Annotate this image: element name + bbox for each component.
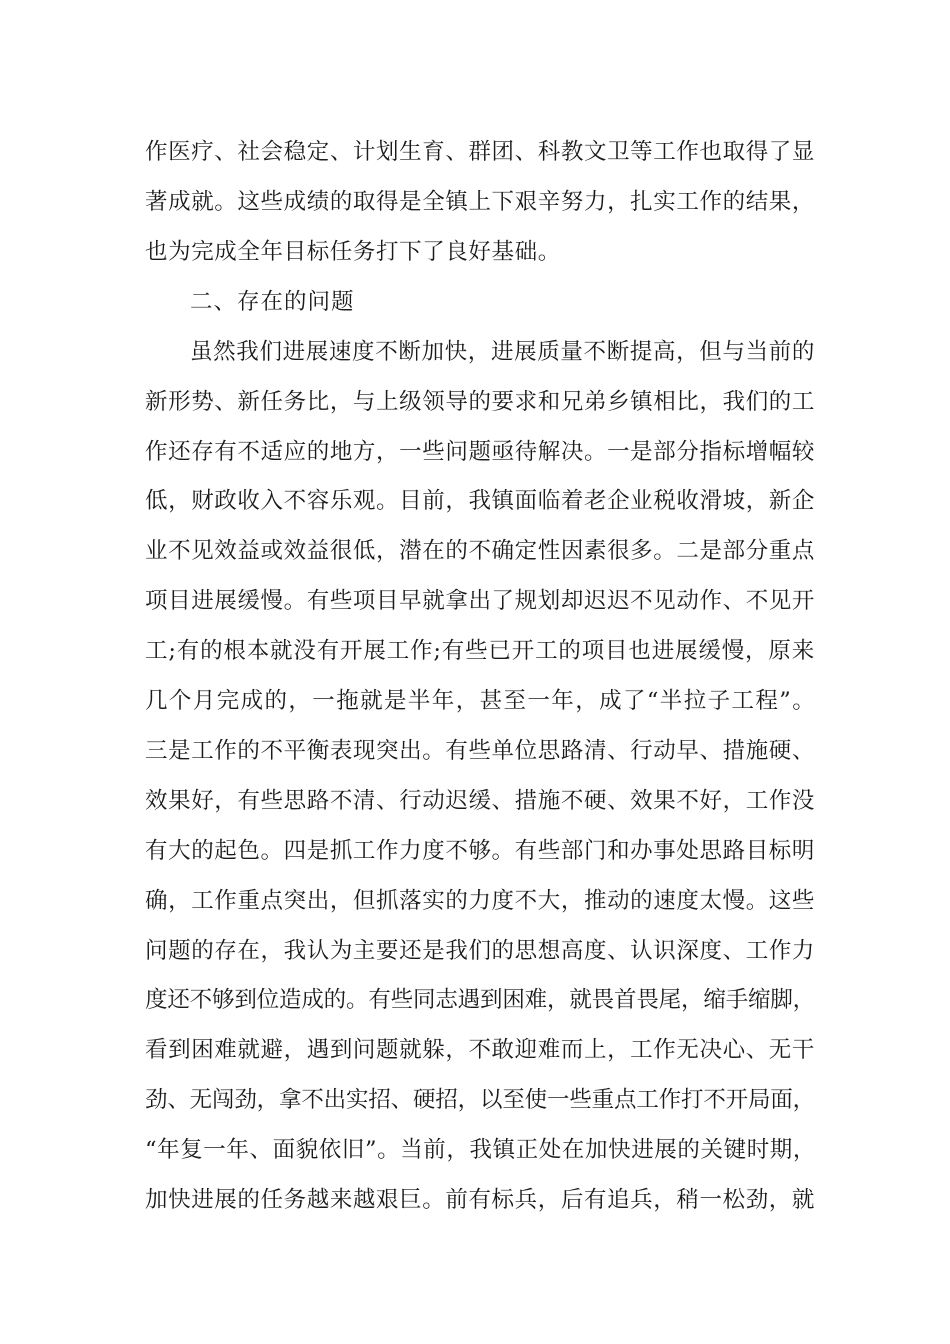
body-text-line: 加快进展的任务越来越艰巨。前有标兵，后有追兵，稍一松劲，就: [145, 1187, 815, 1213]
body-text-line: 看到困难就避，遇到问题就躲，不敢迎难而上，工作无决心、无干: [145, 1037, 815, 1063]
body-text-line: 度还不够到位造成的。有些同志遇到困难，就畏首畏尾，缩手缩脚，: [145, 987, 815, 1013]
body-text-line: 几个月完成的，一拖就是半年，甚至一年，成了“半拉子工程”。: [145, 688, 817, 714]
body-text-line: 项目进展缓慢。有些项目早就拿出了规划却迟迟不见动作、不见开: [145, 588, 815, 614]
body-text-line: 低，财政收入不容乐观。目前，我镇面临着老企业税收滑坡，新企: [145, 488, 815, 514]
body-text-line: 也为完成全年目标任务打下了良好基础。: [145, 239, 561, 265]
body-text-line: 作医疗、社会稳定、计划生育、群团、科教文卫等工作也取得了显: [145, 139, 815, 165]
body-text-line: 劲、无闯劲，拿不出实招、硬招，以至使一些重点工作打不开局面，: [145, 1087, 815, 1113]
body-text-line: 业不见效益或效益很低，潜在的不确定性因素很多。二是部分重点: [145, 538, 815, 564]
body-text-line: 三是工作的不平衡表现突出。有些单位思路清、行动早、措施硬、: [145, 738, 815, 764]
body-text-line: 确，工作重点突出，但抓落实的力度不大，推动的速度太慢。这些: [145, 888, 815, 914]
body-text-line: 著成就。这些成绩的取得是全镇上下艰辛努力，扎实工作的结果，: [145, 189, 815, 215]
body-text-line: 虽然我们进展速度不断加快，进展质量不断提高，但与当前的: [190, 339, 815, 365]
body-text-line: 有大的起色。四是抓工作力度不够。有些部门和办事处思路目标明: [145, 838, 815, 864]
body-text-line: “年复一年、面貌依旧”。当前，我镇正处在加快进展的关键时期，: [145, 1137, 817, 1163]
body-text-line: 作还存有不适应的地方，一些问题亟待解决。一是部分指标增幅较: [145, 439, 815, 465]
body-text-line: 新形势、新任务比，与上级领导的要求和兄弟乡镇相比，我们的工: [145, 389, 815, 415]
body-text-line: 工;有的根本就没有开展工作;有些已开工的项目也进展缓慢，原来: [145, 638, 815, 664]
section-heading: 二、存在的问题: [190, 289, 355, 315]
body-text-line: 问题的存在，我认为主要还是我们的思想高度、认识深度、工作力: [145, 938, 815, 964]
body-text-line: 效果好，有些思路不清、行动迟缓、措施不硬、效果不好，工作没: [145, 788, 815, 814]
